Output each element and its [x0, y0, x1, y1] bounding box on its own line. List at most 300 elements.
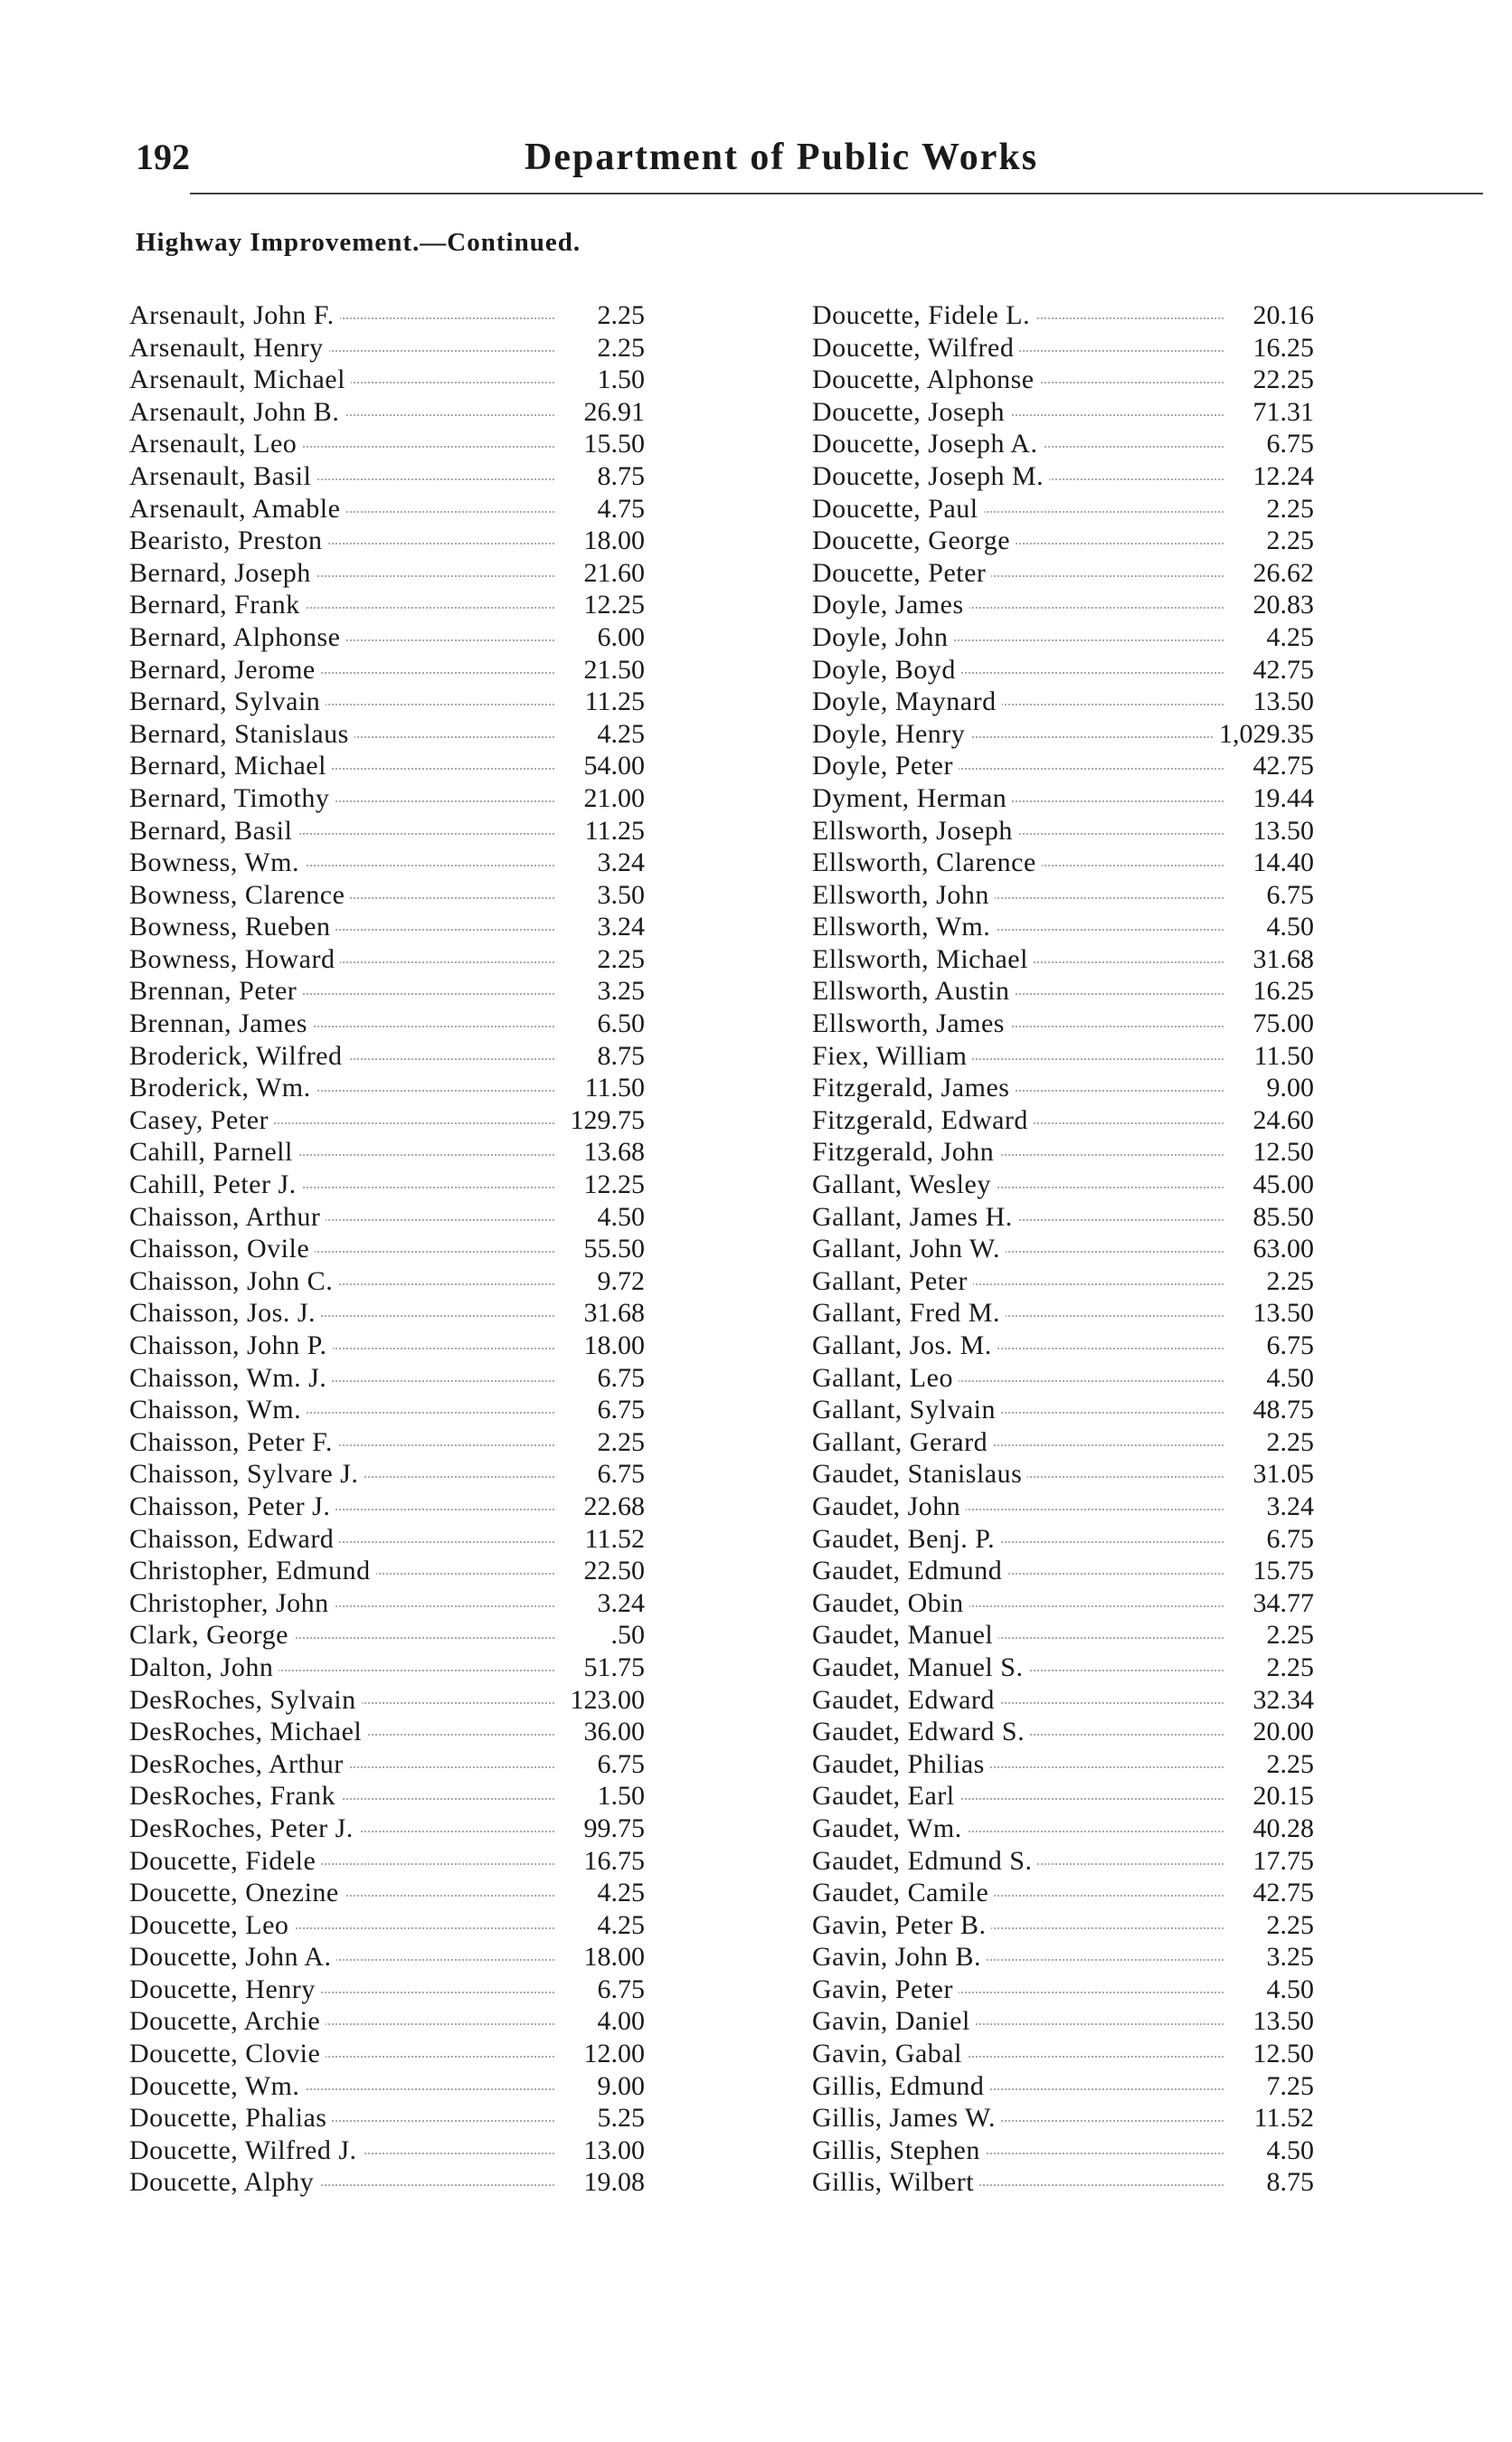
entry-amount: 22.68	[579, 1491, 646, 1523]
entry-amount: 2.25	[1262, 525, 1315, 557]
list-item	[812, 2038, 1314, 2070]
list-item	[129, 943, 645, 976]
entry-amount: 6.75	[592, 1458, 646, 1491]
list-item	[129, 1555, 645, 1587]
list-item	[129, 1941, 645, 1973]
list-item	[812, 589, 1314, 621]
entry-amount: 8.75	[1262, 2166, 1315, 2199]
list-item	[812, 879, 1314, 912]
list-item	[129, 332, 645, 364]
list-item	[129, 396, 645, 429]
entry-name: Ellsworth, Joseph	[812, 815, 1018, 847]
list-item	[129, 1040, 645, 1073]
entry-name: Bernard, Frank	[129, 589, 306, 621]
list-item	[812, 621, 1314, 654]
entry-name: Arsenault, Michael	[129, 364, 351, 396]
entry-name: Doyle, Maynard	[812, 686, 1002, 718]
entry-name: Chaisson, John P.	[129, 1330, 333, 1362]
list-item	[129, 1104, 645, 1137]
entry-amount: 2.25	[1262, 1619, 1315, 1652]
list-item	[129, 2102, 645, 2134]
entry-amount: 2.25	[592, 943, 646, 976]
entry-amount: 11.25	[580, 686, 645, 718]
list-item	[812, 557, 1314, 590]
entry-amount: 19.08	[579, 2166, 646, 2199]
list-item	[129, 621, 645, 654]
list-item	[129, 1523, 645, 1556]
page-number: 192	[136, 137, 190, 177]
entry-amount: 99.75	[579, 1813, 646, 1845]
list-item	[129, 1265, 645, 1298]
entry-amount: 9.00	[592, 2070, 646, 2103]
entry-amount: 42.75	[1248, 1877, 1315, 1909]
entry-name: Gaudet, Benj. P.	[812, 1523, 1000, 1556]
entry-name: Gavin, Peter	[812, 1973, 959, 2006]
list-item	[129, 1909, 645, 1942]
entry-amount: 6.75	[592, 1394, 646, 1426]
entry-name: Chaisson, John C.	[129, 1265, 338, 1298]
entry-amount: 21.60	[579, 557, 646, 590]
entry-amount: 63.00	[1248, 1233, 1315, 1265]
list-item	[812, 2102, 1314, 2134]
entry-name: Gaudet, Edmund S.	[812, 1845, 1037, 1878]
list-item	[812, 1362, 1314, 1395]
entry-name: Gavin, Gabal	[812, 2038, 968, 2070]
entry-name: Gallant, Peter	[812, 1265, 973, 1298]
list-item	[129, 1426, 645, 1459]
entry-name: Gaudet, Stanislaus	[812, 1458, 1027, 1491]
list-item	[812, 1973, 1314, 2006]
list-item	[812, 1233, 1314, 1265]
list-item	[812, 1909, 1314, 1942]
list-item	[812, 428, 1314, 460]
entry-amount: 4.50	[1262, 1973, 1315, 2006]
entry-amount: 85.50	[1248, 1201, 1315, 1234]
list-item	[812, 1458, 1314, 1491]
list-item	[129, 1845, 645, 1878]
entry-amount: 13.50	[1248, 686, 1315, 718]
entry-amount: 4.50	[1262, 1362, 1315, 1395]
entry-amount: 12.25	[579, 589, 646, 621]
entry-name: Bernard, Joseph	[129, 557, 317, 590]
entry-name: Gillis, Edmund	[812, 2070, 989, 2103]
entry-name: Doucette, Fidele	[129, 1845, 321, 1878]
entry-amount: 12.24	[1248, 460, 1315, 493]
entry-amount: 3.25	[1262, 1941, 1315, 1973]
entry-amount: 21.00	[579, 782, 646, 815]
entry-amount: 22.25	[1248, 364, 1315, 396]
entry-name: Doyle, Peter	[812, 750, 959, 782]
entry-amount: 16.25	[1248, 975, 1315, 1008]
entry-name: Bowness, Rueben	[129, 911, 335, 943]
list-item	[812, 1619, 1314, 1652]
list-item	[812, 2070, 1314, 2103]
entry-amount: 18.00	[579, 525, 646, 557]
entry-name: Gaudet, Obin	[812, 1587, 969, 1620]
entry-amount: 4.50	[592, 1201, 646, 1234]
entry-amount: 51.75	[579, 1652, 646, 1684]
entry-name: Broderick, Wilfred	[129, 1040, 348, 1073]
list-item	[129, 1716, 645, 1748]
entry-name: Chaisson, Wm.	[129, 1394, 307, 1426]
list-item	[812, 1555, 1314, 1587]
entry-name: Ellsworth, Michael	[812, 943, 1034, 976]
list-item	[129, 1008, 645, 1040]
entry-amount: .50	[606, 1619, 646, 1652]
entry-name: Fitzgerald, James	[812, 1072, 1015, 1104]
entry-name: Doucette, Phalias	[129, 2102, 332, 2134]
list-item	[812, 1491, 1314, 1523]
entry-name: Ellsworth, Austin	[812, 975, 1016, 1008]
entry-amount: 2.25	[592, 332, 646, 364]
entry-name: Bernard, Timothy	[129, 782, 335, 815]
list-item	[129, 299, 645, 332]
entry-amount: 21.50	[579, 654, 646, 686]
entry-amount: 42.75	[1248, 654, 1315, 686]
entry-amount: 11.25	[580, 815, 645, 847]
list-item	[129, 1072, 645, 1104]
list-item	[129, 2166, 645, 2199]
entry-name: Bernard, Michael	[129, 750, 332, 782]
list-item	[129, 1233, 645, 1265]
entry-name: Gallant, Fred M.	[812, 1297, 1006, 1330]
entry-name: Brennan, James	[129, 1008, 313, 1040]
entry-name: Doucette, Archie	[129, 2005, 326, 2038]
entry-amount: 6.75	[592, 1973, 646, 2006]
entry-name: Arsenault, Henry	[129, 332, 329, 364]
entry-amount: 13.50	[1248, 815, 1315, 847]
entry-name: Clark, George	[129, 1619, 294, 1652]
entry-name: DesRoches, Frank	[129, 1780, 341, 1813]
entry-amount: 11.52	[1249, 2102, 1314, 2134]
entry-name: Chaisson, Peter J.	[129, 1491, 335, 1523]
entry-amount: 6.50	[592, 1008, 646, 1040]
entry-amount: 6.75	[1262, 1523, 1315, 1556]
list-item	[812, 1330, 1314, 1362]
entry-name: DesRoches, Sylvain	[129, 1684, 362, 1717]
list-item	[129, 460, 645, 493]
entry-amount: 7.25	[1262, 2070, 1315, 2103]
entry-amount: 31.05	[1248, 1458, 1315, 1491]
list-item	[129, 911, 645, 943]
list-item	[812, 2005, 1314, 2038]
entry-name: Gaudet, Earl	[812, 1780, 960, 1813]
list-item	[812, 1201, 1314, 1234]
entry-name: Bernard, Sylvain	[129, 686, 326, 718]
entry-amount: 20.00	[1248, 1716, 1315, 1748]
entry-amount: 129.75	[565, 1104, 646, 1137]
entry-amount: 4.50	[1262, 2134, 1315, 2167]
entry-amount: 26.62	[1248, 557, 1315, 590]
entry-amount: 13.00	[579, 2134, 646, 2167]
entry-name: Doucette, Clovie	[129, 2038, 326, 2070]
entry-name: Dalton, John	[129, 1652, 279, 1684]
entry-name: Chaisson, Ovile	[129, 1233, 315, 1265]
entry-amount: 2.25	[1262, 1652, 1315, 1684]
entry-name: Doucette, Leo	[129, 1909, 294, 1942]
list-item	[812, 847, 1314, 879]
entry-name: Gallant, John W.	[812, 1233, 1006, 1265]
entry-name: Doucette, Fidele L.	[812, 299, 1035, 332]
entry-amount: 16.25	[1248, 332, 1315, 364]
entry-amount: 2.25	[592, 1426, 646, 1459]
entry-name: Christopher, John	[129, 1587, 335, 1620]
list-item	[129, 782, 645, 815]
list-item	[812, 1813, 1314, 1845]
entry-amount: 4.25	[1262, 621, 1315, 654]
entry-name: Gillis, Stephen	[812, 2134, 986, 2167]
entry-name: Bearisto, Preston	[129, 525, 327, 557]
entry-amount: 13.50	[1248, 2005, 1315, 2038]
entry-amount: 1.50	[592, 364, 646, 396]
list-item	[812, 654, 1314, 686]
entry-amount: 36.00	[579, 1716, 646, 1748]
entry-name: Arsenault, John B.	[129, 396, 345, 429]
entry-amount: 4.25	[592, 718, 646, 751]
list-item	[812, 1136, 1314, 1169]
list-item	[129, 1780, 645, 1813]
entry-amount: 2.25	[1262, 1748, 1315, 1781]
entry-amount: 13.50	[1248, 1297, 1315, 1330]
entry-name: Doyle, Henry	[812, 718, 970, 751]
running-title: Department of Public Works	[524, 137, 1039, 178]
entry-amount: 2.25	[1262, 1909, 1315, 1942]
entry-name: Arsenault, Amable	[129, 493, 345, 525]
list-item	[812, 2134, 1314, 2167]
list-item	[129, 1136, 645, 1169]
entry-name: Arsenault, Basil	[129, 460, 317, 493]
entry-name: Gaudet, John	[812, 1491, 966, 1523]
entry-name: Fitzgerald, Edward	[812, 1104, 1034, 1137]
entry-name: Bernard, Basil	[129, 815, 298, 847]
list-item	[129, 1297, 645, 1330]
list-item	[812, 1845, 1314, 1878]
entry-amount: 6.00	[592, 621, 646, 654]
entry-name: Gallant, Gerard	[812, 1426, 993, 1459]
list-item	[129, 879, 645, 912]
entry-name: Doucette, John A.	[129, 1941, 336, 1973]
list-item	[129, 364, 645, 396]
entry-name: Chaisson, Edward	[129, 1523, 339, 1556]
entry-amount: 2.25	[1262, 493, 1315, 525]
entry-amount: 54.00	[579, 750, 646, 782]
list-item	[812, 525, 1314, 557]
entry-name: Cahill, Peter J.	[129, 1169, 302, 1201]
entry-amount: 8.75	[592, 460, 646, 493]
entry-amount: 24.60	[1248, 1104, 1315, 1137]
entry-amount: 17.75	[1248, 1845, 1315, 1878]
entry-name: Gaudet, Camile	[812, 1877, 994, 1909]
entry-amount: 11.50	[580, 1072, 645, 1104]
entry-amount: 19.44	[1248, 782, 1315, 815]
entry-name: Doucette, Alphonse	[812, 364, 1040, 396]
list-item	[812, 943, 1314, 976]
entry-amount: 123.00	[565, 1684, 646, 1717]
entry-name: Doucette, Alphy	[129, 2166, 319, 2199]
list-item	[812, 1169, 1314, 1201]
list-item	[129, 1330, 645, 1362]
entry-name: Doucette, Wilfred J.	[129, 2134, 363, 2167]
list-item	[129, 1201, 645, 1234]
entry-name: Ellsworth, James	[812, 1008, 1010, 1040]
list-item	[129, 718, 645, 751]
entry-amount: 6.75	[592, 1362, 646, 1395]
list-item	[812, 396, 1314, 429]
list-item	[129, 1362, 645, 1395]
entry-name: Casey, Peter	[129, 1104, 274, 1137]
list-item	[812, 1716, 1314, 1748]
entry-amount: 2.25	[592, 299, 646, 332]
entry-amount: 3.50	[592, 879, 646, 912]
entry-amount: 2.25	[1262, 1426, 1315, 1459]
list-item	[129, 975, 645, 1008]
entry-name: Gaudet, Manuel	[812, 1619, 998, 1652]
entry-amount: 22.50	[579, 1555, 646, 1587]
entry-amount: 9.00	[1262, 1072, 1315, 1104]
list-item	[812, 718, 1314, 751]
entry-name: Brennan, Peter	[129, 975, 302, 1008]
entry-name: Arsenault, Leo	[129, 428, 302, 460]
entry-name: Doucette, Onezine	[129, 1877, 345, 1909]
entry-name: Fiex, William	[812, 1040, 972, 1073]
entry-name: Bowness, Wm.	[129, 847, 305, 879]
list-item	[812, 1684, 1314, 1717]
list-item	[812, 1297, 1314, 1330]
entry-amount: 26.91	[579, 396, 646, 429]
entry-amount: 3.24	[1262, 1491, 1315, 1523]
entry-amount: 15.75	[1248, 1555, 1315, 1587]
entry-name: Doucette, Paul	[812, 493, 984, 525]
list-item	[129, 2038, 645, 2070]
entry-amount: 6.75	[592, 1748, 646, 1781]
entry-name: Chaisson, Peter F.	[129, 1426, 338, 1459]
entry-amount: 9.72	[592, 1265, 646, 1298]
entry-amount: 11.52	[580, 1523, 645, 1556]
list-item	[129, 750, 645, 782]
entry-amount: 4.25	[592, 1909, 646, 1942]
list-item	[812, 1748, 1314, 1781]
list-item	[812, 299, 1314, 332]
list-item	[812, 782, 1314, 815]
list-item	[129, 686, 645, 718]
entry-amount: 42.75	[1248, 750, 1315, 782]
entry-amount: 15.50	[579, 428, 646, 460]
entry-amount: 3.24	[592, 1587, 646, 1620]
entry-name: Gavin, John B.	[812, 1941, 987, 1973]
entry-amount: 6.75	[1262, 1330, 1315, 1362]
list-item	[812, 493, 1314, 525]
right-column	[812, 299, 1314, 2199]
entry-amount: 11.50	[1249, 1040, 1314, 1073]
entry-amount: 20.16	[1248, 299, 1315, 332]
entry-amount: 45.00	[1248, 1169, 1315, 1201]
list-item	[129, 654, 645, 686]
entry-name: Gallant, James H.	[812, 1201, 1018, 1234]
entry-amount: 5.25	[592, 2102, 646, 2134]
list-item	[129, 1748, 645, 1781]
entry-name: Gaudet, Wm.	[812, 1813, 968, 1845]
list-item	[812, 815, 1314, 847]
list-item	[812, 1394, 1314, 1426]
list-item	[812, 911, 1314, 943]
entry-name: Gallant, Sylvain	[812, 1394, 1001, 1426]
entry-amount: 16.75	[579, 1845, 646, 1878]
entry-amount: 14.40	[1248, 847, 1315, 879]
entry-amount: 12.50	[1248, 2038, 1315, 2070]
list-item	[812, 1877, 1314, 1909]
list-item	[129, 1394, 645, 1426]
entry-name: Bowness, Howard	[129, 943, 340, 976]
entry-name: Doucette, Wilfred	[812, 332, 1019, 364]
entry-name: Doyle, Boyd	[812, 654, 961, 686]
entry-amount: 18.00	[579, 1941, 646, 1973]
entry-name: Doucette, Joseph	[812, 396, 1010, 429]
entry-name: Broderick, Wm.	[129, 1072, 317, 1104]
entry-name: Fitzgerald, John	[812, 1136, 999, 1169]
entry-name: Gallant, Wesley	[812, 1169, 997, 1201]
left-column	[129, 299, 645, 2199]
entry-name: Cahill, Parnell	[129, 1136, 298, 1169]
entry-name: Doyle, James	[812, 589, 969, 621]
entry-amount: 55.50	[579, 1233, 646, 1265]
list-item	[812, 1652, 1314, 1684]
entry-amount: 4.50	[1262, 911, 1315, 943]
list-item	[129, 557, 645, 590]
entry-amount: 4.00	[592, 2005, 646, 2038]
list-item	[812, 1072, 1314, 1104]
entry-name: DesRoches, Michael	[129, 1716, 367, 1748]
entry-amount: 40.28	[1248, 1813, 1315, 1845]
entry-amount: 3.24	[592, 847, 646, 879]
list-item	[129, 1813, 645, 1845]
entry-amount: 1.50	[592, 1780, 646, 1813]
entry-name: Bernard, Alphonse	[129, 621, 345, 654]
entry-amount: 13.68	[579, 1136, 646, 1169]
entry-amount: 32.34	[1248, 1684, 1315, 1717]
list-item	[129, 428, 645, 460]
entry-amount: 3.25	[592, 975, 646, 1008]
entry-amount: 6.75	[1262, 879, 1315, 912]
entry-name: DesRoches, Arthur	[129, 1748, 349, 1781]
list-item	[812, 1780, 1314, 1813]
list-item	[129, 847, 645, 879]
entry-name: Gaudet, Edmund	[812, 1555, 1007, 1587]
list-item	[129, 2005, 645, 2038]
list-item	[129, 815, 645, 847]
entry-amount: 31.68	[1248, 943, 1315, 976]
list-item	[129, 1652, 645, 1684]
list-item	[812, 1941, 1314, 1973]
entry-amount: 18.00	[579, 1330, 646, 1362]
entry-amount: 12.50	[1248, 1136, 1315, 1169]
list-item	[129, 589, 645, 621]
entry-name: Gaudet, Philias	[812, 1748, 990, 1781]
entry-amount: 4.25	[592, 1877, 646, 1909]
entry-name: Gaudet, Edward S.	[812, 1716, 1030, 1748]
entry-amount: 12.25	[579, 1169, 646, 1201]
page-header	[136, 136, 1366, 190]
entry-amount: 3.24	[592, 911, 646, 943]
entry-name: Gillis, Wilbert	[812, 2166, 979, 2199]
entry-name: Doucette, Wm.	[129, 2070, 305, 2103]
entry-name: Doucette, George	[812, 525, 1016, 557]
entry-name: Doucette, Peter	[812, 557, 991, 590]
entry-name: Chaisson, Sylvare J.	[129, 1458, 364, 1491]
list-item	[812, 1008, 1314, 1040]
entry-amount: 20.15	[1248, 1780, 1315, 1813]
list-item	[812, 1104, 1314, 1137]
entry-amount: 20.83	[1248, 589, 1315, 621]
